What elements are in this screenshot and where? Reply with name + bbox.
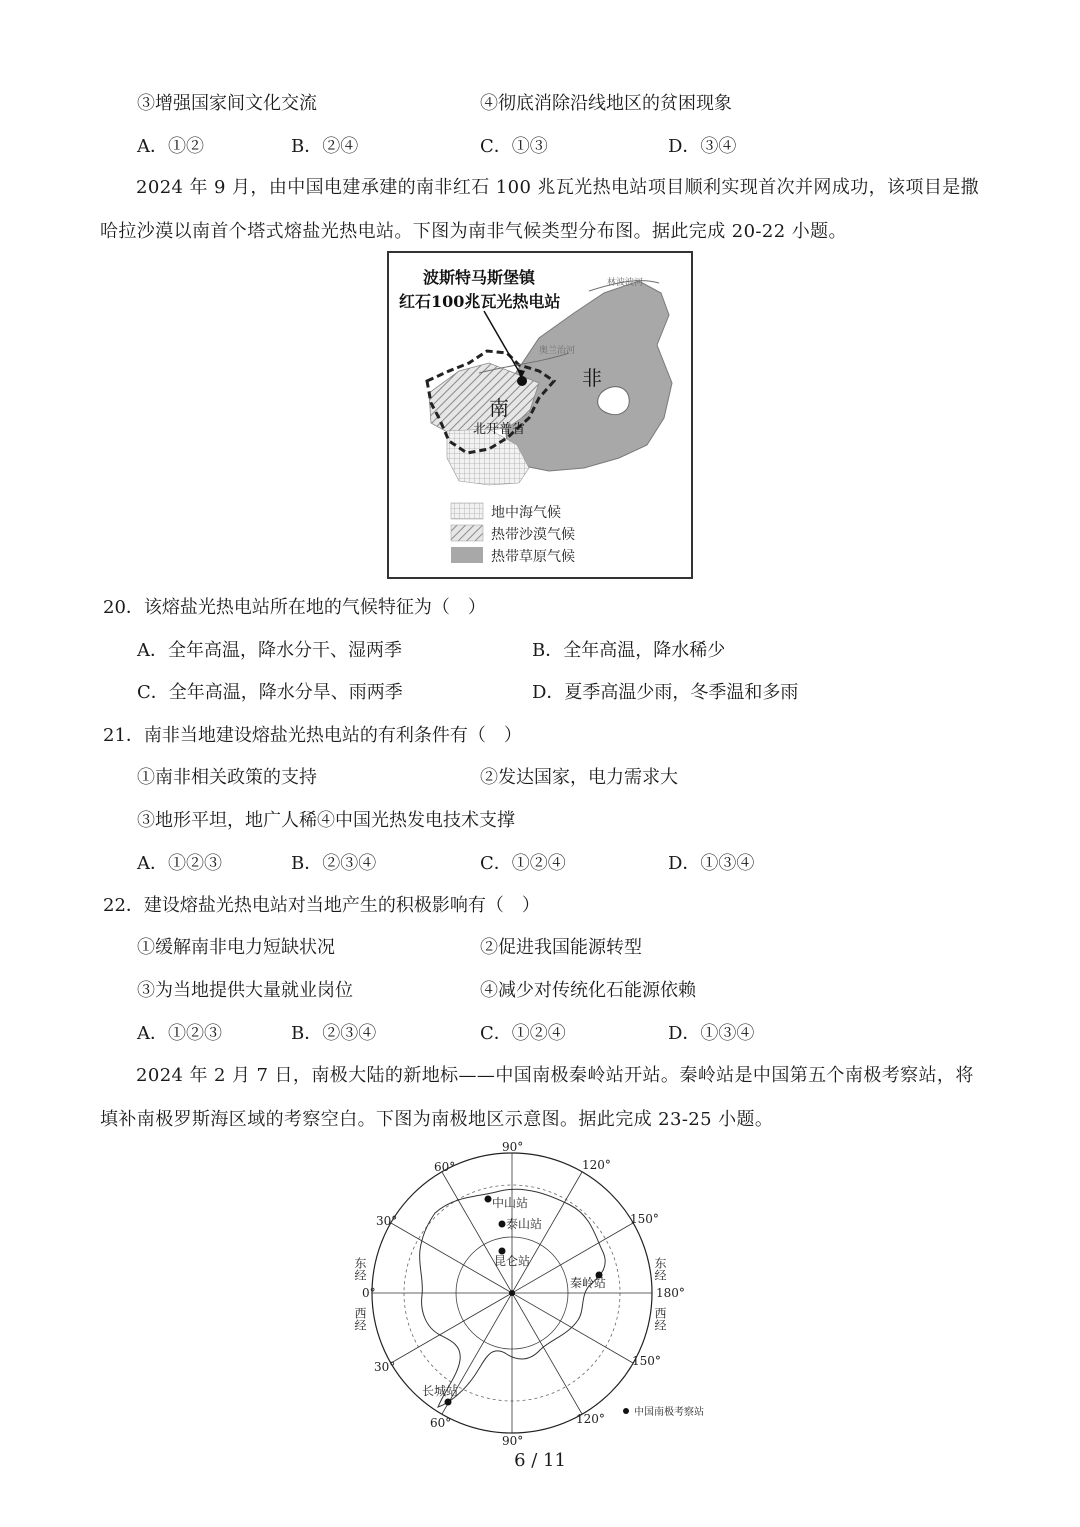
legend-swatch-mediterranean [451,503,483,519]
q19-option-3: ③增强国家间文化交流 [137,93,317,114]
east-longitude-right: 东经 [653,1257,667,1281]
q20-stem: 20．该熔盐光热电站所在地的气候特征为（ ） [103,597,486,618]
station-changcheng [445,1399,452,1406]
q22-choice-b: B．②③④ [291,1023,377,1044]
station-taishan [499,1221,506,1228]
legend-station-dot [623,1408,629,1414]
q22-choice-d: D．①③④ [668,1023,755,1044]
legend-mediterranean: 地中海气候 [491,505,561,521]
q20-choice-a: A．全年高温，降水分干、湿两季 [137,640,402,661]
river-label-orange: 奥兰治河 [539,346,576,356]
legend-savanna: 热带草原气候 [491,549,575,565]
legend-swatch-desert [451,525,483,541]
deg-60-bl: 60° [430,1416,452,1430]
q21-option-1: ①南非相关政策的支持 [137,767,317,788]
q22-option-3: ③为当地提供大量就业岗位 [137,980,353,1001]
q21-stem: 21．南非当地建设熔盐光热电站的有利条件有（ ） [103,725,522,746]
deg-60-tl: 60° [434,1160,456,1174]
label-northern-cape: 北开普省 [473,422,526,437]
intro-paragraph-1: 2024 年 9 月，由中国电建承建的南非红石 100 兆瓦光热电站项目顺利实现首次并网成功，该项目是撒哈拉沙漠以南首个塔式熔盐光热电站。下图为南非气候类型分布图。据此完成 20-22 小题。 [100,177,980,242]
intro-paragraph-2: 2024 年 2 月 7 日，南极大陆的新地标——中国南极秦岭站开站。秦岭站是中国第五个南极考察站，将填补南极罗斯海区域的考察空白。下图为南极地区示意图。据此完成 23-25 小题。 [100,1065,974,1130]
river-label-limpopo: 林波波河 [607,278,644,288]
callout-line-2: 红石100兆瓦光热电站 [399,292,561,311]
q19-choice-c: C．①③ [480,136,548,157]
q21-option-34: ③地形平坦，地广人稀④中国光热发电技术支撑 [137,810,515,831]
q22-stem: 22．建设熔盐光热电站对当地产生的积极影响有（ ） [103,895,540,916]
q21-choice-a: A．①②③ [137,853,222,874]
label-qinling: 秦岭站 [570,1276,607,1290]
deg-120-br: 120° [576,1412,605,1426]
east-longitude-left: 东经 [353,1257,367,1281]
label-nan: 南 [489,396,509,420]
label-fei: 非 [582,366,602,390]
label-changcheng: 长城站 [422,1384,459,1398]
page-number: 6 / 11 [514,1450,566,1471]
deg-150-r: 150° [630,1212,659,1226]
west-longitude-left: 西经 [353,1307,367,1331]
q19-choice-b: B．②④ [291,136,359,157]
deg-30-bl: 30° [374,1360,396,1374]
q21-choice-b: B．②③④ [291,853,377,874]
south-pole-dot [509,1290,515,1296]
q22-option-4: ④减少对传统化石能源依赖 [480,980,696,1001]
deg-90-top: 90° [502,1140,524,1154]
south-africa-climate-map [387,251,693,579]
q19-choice-d: D．③④ [668,136,737,157]
station-dot [517,376,527,386]
deg-0: 0° [362,1286,376,1300]
q19-choice-a: A．①② [137,136,204,157]
q21-choice-c: C．①②④ [480,853,566,874]
q20-choice-c: C．全年高温，降水分旱、雨两季 [137,682,403,703]
q22-choice-a: A．①②③ [137,1023,222,1044]
q22-option-1: ①缓解南非电力短缺状况 [137,937,335,958]
label-kunlun: 昆仑站 [494,1254,531,1268]
q22-choice-c: C．①②④ [480,1023,566,1044]
label-taishan: 泰山站 [506,1217,543,1231]
legend-desert: 热带沙漠气候 [491,527,575,543]
deg-180: 180° [656,1286,685,1300]
deg-90-bot: 90° [502,1434,524,1447]
q20-choice-b: B．全年高温，降水稀少 [532,640,726,661]
legend-station-label: 中国南极考察站 [634,1407,704,1418]
q19-option-4: ④彻底消除沿线地区的贫困现象 [480,93,732,114]
deg-150-br: 150° [632,1354,661,1368]
q21-choice-d: D．①③④ [668,853,755,874]
west-longitude-right: 西经 [653,1307,667,1331]
q20-choice-d: D．夏季高温少雨，冬季温和多雨 [532,682,799,703]
q21-option-2: ②发达国家，电力需求大 [480,767,678,788]
station-zhongshan [485,1196,492,1203]
deg-30-tl: 30° [376,1214,398,1228]
label-zhongshan: 中山站 [492,1196,529,1210]
q22-option-2: ②促进我国能源转型 [480,937,642,958]
deg-120-tr: 120° [582,1158,611,1172]
legend-swatch-savanna [451,547,483,563]
antarctica-map [340,1135,740,1447]
callout-line-1: 波斯特马斯堡镇 [423,268,536,287]
